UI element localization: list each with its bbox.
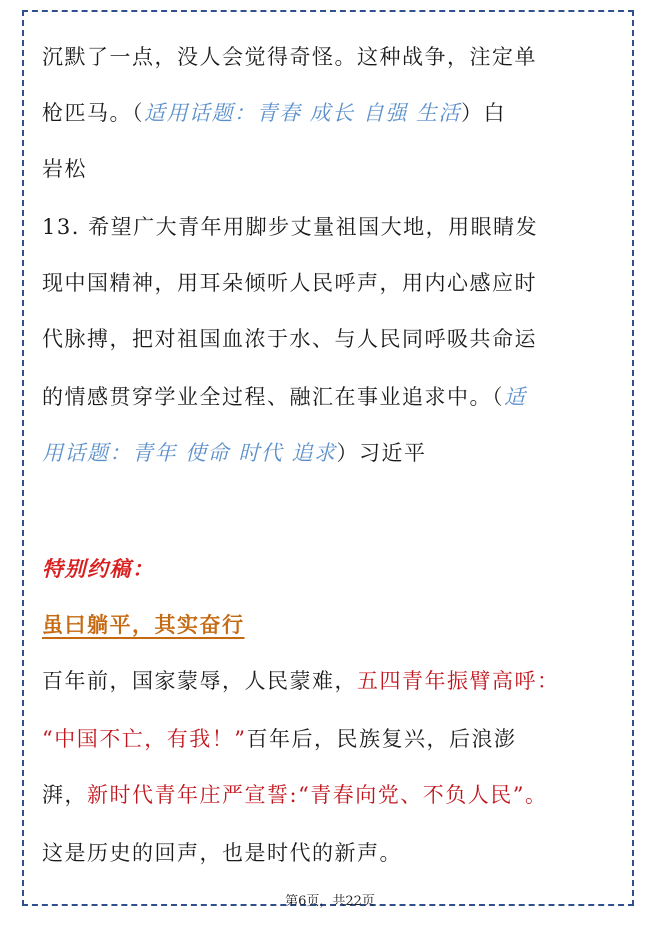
- topic-tag: 适: [504, 385, 527, 409]
- text-span: 百年后，民族复兴，后浪澎: [246, 727, 517, 751]
- text-span: 的情感贯穿学业全过程、融汇在事业追求中。（: [42, 385, 504, 409]
- text-span: 湃，: [42, 783, 87, 807]
- text-line: [42, 382, 632, 412]
- text-span: 现中国精神，用耳朵倾听人民呼声，用内心感应时: [42, 271, 537, 295]
- text-line: [42, 42, 632, 72]
- text-line: [42, 212, 632, 242]
- text-line: [42, 154, 632, 184]
- text-span: 百年前，国家蒙辱，人民蒙难，: [42, 669, 357, 693]
- text-span: 枪匹马。（: [42, 101, 144, 125]
- topic-tag: 适用话题：青春 成长 自强 生活: [144, 101, 462, 125]
- text-span: 这是历史的回声，也是时代的新声。: [42, 841, 402, 865]
- text-line: [42, 666, 632, 696]
- author-name: 岩松: [42, 157, 87, 181]
- text-line: [42, 98, 632, 128]
- text-line: [42, 724, 632, 754]
- article-subtitle: 虽曰躺平，其实奋行: [42, 612, 245, 637]
- author-name: ）习近平: [336, 441, 427, 465]
- subtitle-line: [42, 610, 632, 640]
- text-line: [42, 268, 632, 298]
- special-heading-line: [42, 554, 632, 584]
- text-line: [42, 838, 632, 868]
- page-number: 第6页，共22页: [285, 894, 375, 909]
- text-span: ）白: [461, 101, 507, 125]
- highlight-text: “中国不亡，有我！”: [42, 727, 247, 751]
- text-span: 13. 希望广大青年用脚步丈量祖国大地，用眼睛发: [42, 215, 539, 239]
- text-line: [42, 438, 632, 468]
- topic-tag: 用话题：青年 使命 时代 追求: [42, 441, 337, 465]
- text-span: 沉默了一点，没人会觉得奇怪。这种战争，注定单: [42, 45, 537, 69]
- text-span: 代脉搏，把对祖国血浓于水、与人民同呼吸共命运: [42, 327, 537, 351]
- special-heading: 特别约稿：: [42, 556, 155, 581]
- text-line: [42, 324, 632, 354]
- text-line: [42, 780, 632, 810]
- highlight-text: 五四青年振臂高呼：: [357, 669, 560, 693]
- highlight-text: 新时代青年庄严宣誓:“青春向党、不负人民”。: [87, 783, 548, 807]
